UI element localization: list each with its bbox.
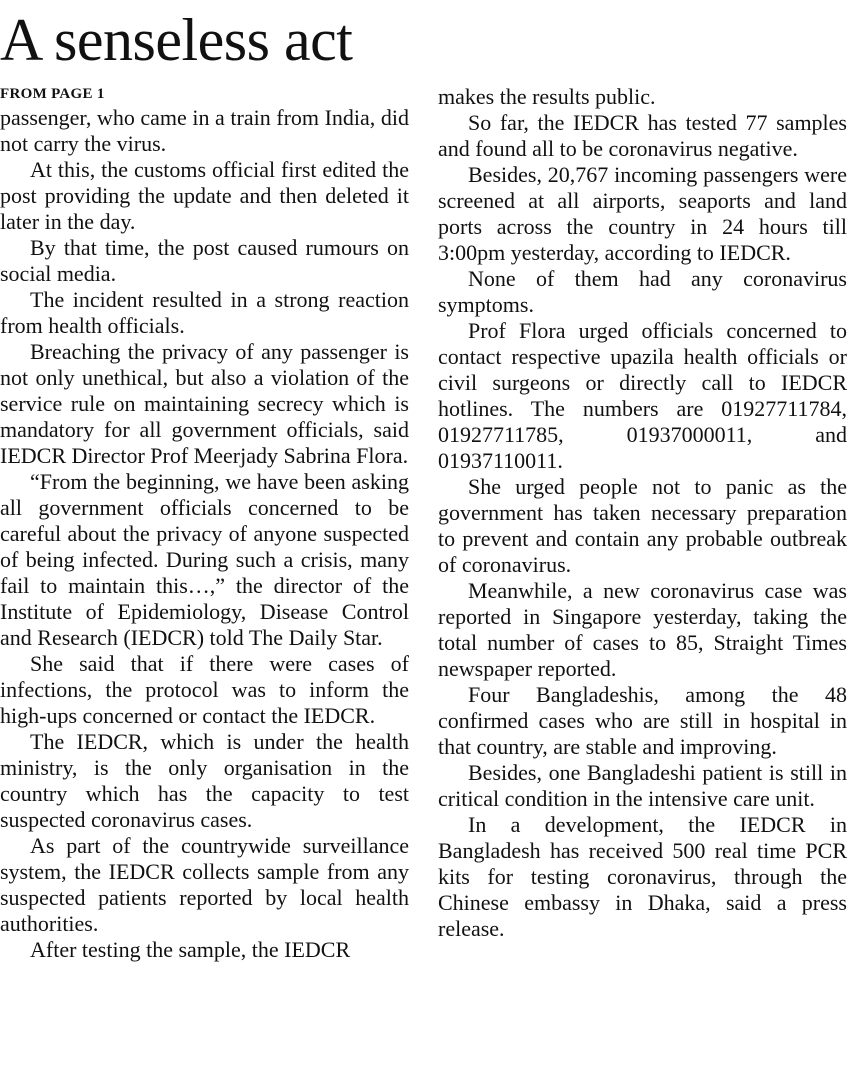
paragraph: None of them had any coronavirus symptoms.	[438, 266, 847, 317]
continuation-kicker: FROM PAGE 1	[0, 86, 105, 102]
paragraph: So far, the IEDCR has tested 77 samples and found all to be coronavirus negative.	[438, 110, 847, 161]
paragraph: She said that if there were cases of infections, the protocol was to inform the high-ups concerned or contact the IEDCR.	[0, 651, 409, 728]
paragraph: Four Bangladeshis, among the 48 confirmed cases who are still in hospital in that country, are stable and improving.	[438, 682, 847, 759]
paragraph: She urged people not to panic as the government has taken necessary preparation to prevent and contain any probable outbreak of coronavirus.	[438, 474, 847, 577]
paragraph: At this, the customs official first edited the post providing the update and then deleted it later in the day.	[0, 157, 409, 234]
paragraph: makes the results public.	[438, 84, 656, 109]
paragraph: “From the beginning, we have been asking all government officials concerned to be careful about the privacy of anyone suspected of being infected. During such a crisis, many fail to maintain this…,” the director of the Institute of Epidemiology, Disease Control and Research (IEDCR) told The Daily Star.	[0, 469, 409, 650]
paragraph: The incident resulted in a strong reaction from health officials.	[0, 287, 409, 338]
paragraph: Breaching the privacy of any passenger is not only unethical, but also a violation of the service rule on maintaining secrecy which is mandatory for all government officials, said IEDCR Director Prof Meerjady Sabrina Flora.	[0, 339, 409, 468]
paragraph: By that time, the post caused rumours on social media.	[0, 235, 409, 286]
headline: A senseless act	[0, 7, 353, 73]
paragraph: In a development, the IEDCR in Bangladesh has received 500 real time PCR kits for testing coronavirus, through the Chinese embassy in Dhaka, said a press release.	[438, 812, 847, 941]
paragraph: Prof Flora urged officials concerned to contact respective upazila health officials or civil surgeons or directly call to IEDCR hotlines. The numbers are 01927711784, 01927711785, 01937000011, and 01937110011.	[438, 318, 847, 473]
paragraph: As part of the countrywide surveillance system, the IEDCR collects sample from any suspected patients reported by local health authorities.	[0, 833, 409, 936]
paragraph: After testing the sample, the IEDCR	[30, 937, 351, 962]
paragraph: The IEDCR, which is under the health ministry, is the only organisation in the country which has the capacity to test suspected coronavirus cases.	[0, 729, 409, 832]
paragraph: Besides, 20,767 incoming passengers were screened at all airports, seaports and land ports across the country in 24 hours till 3:00pm yesterday, according to IEDCR.	[438, 162, 847, 265]
article-column-left	[0, 86, 409, 963]
paragraph: Besides, one Bangladeshi patient is still in critical condition in the intensive care unit.	[438, 760, 847, 811]
article-column-right	[438, 84, 847, 942]
paragraph: Meanwhile, a new coronavirus case was reported in Singapore yesterday, taking the total number of cases to 85, Straight Times newspaper reported.	[438, 578, 847, 681]
paragraph: passenger, who came in a train from India, did not carry the virus.	[0, 105, 409, 156]
